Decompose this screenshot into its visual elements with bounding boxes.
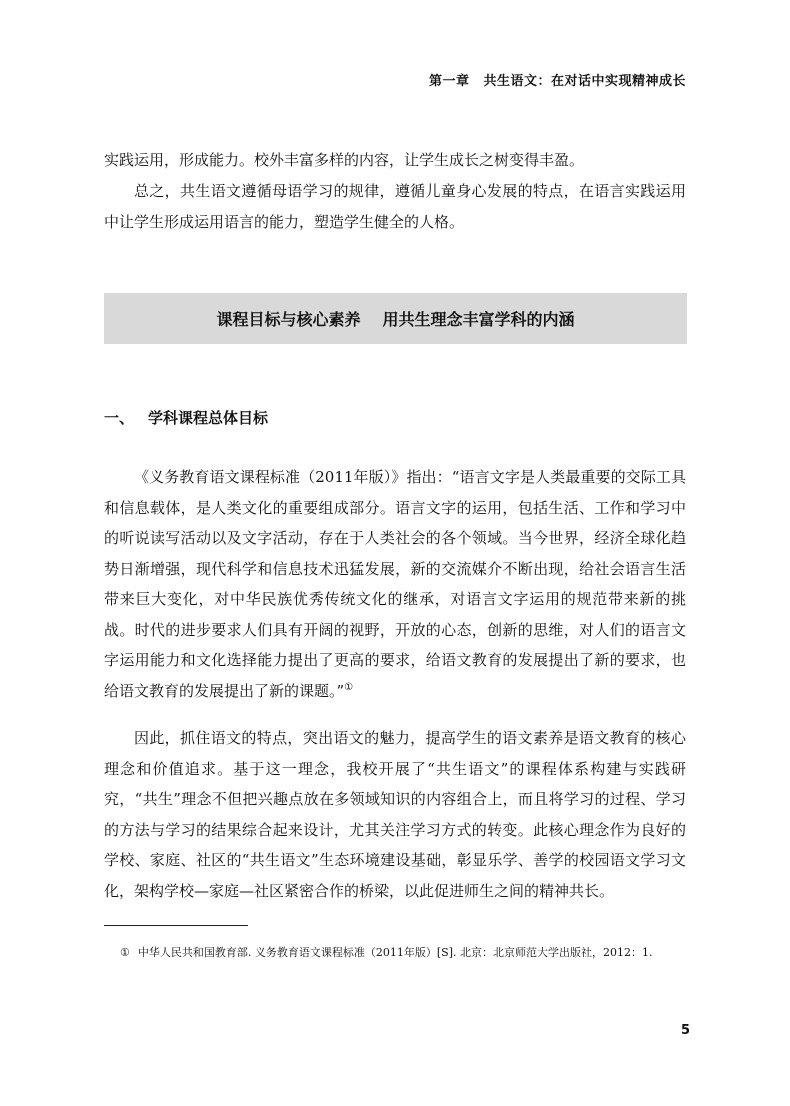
body-paragraph-quote — [104, 462, 686, 706]
body-paragraph: 因此，抓住语文的特点，突出语文的魅力，提高学生的语文素养是语文教育的核心理念和价值追求。基于这一理念，我校开展了“共生语文”的课程体系构建与实践研究，“共生”理念不但把兴趣点放在多领域知识的内容组合上，而且将学习的过程、学习的方法与学习的结果综合起来设计，尤其关注学习方式的转变。此核心理念作为良好的学校、家庭、社区的“共生语文”生态环境建设基础，彰显乐学、善学的校园语文学习文化，架构学校—家庭—社区紧密合作的桥梁，以此促进师生之间的精神共长。 — [104, 729, 686, 900]
footnote-reference[interactable]: ① — [344, 681, 354, 693]
section-title-banner — [104, 293, 687, 344]
footnote-divider — [104, 925, 248, 926]
chapter-label: 第一章 — [428, 74, 470, 89]
chapter-title: 共生语文：在对话中实现精神成长 — [483, 74, 686, 89]
running-header — [429, 70, 686, 89]
footnote — [120, 945, 690, 961]
subsection-heading — [104, 407, 268, 428]
subsection-number: 一、 — [104, 409, 135, 427]
body-paragraph: 实践运用，形成能力。校外丰富多样的内容，让学生成长之树变得丰盈。 — [104, 151, 585, 169]
subsection-title: 学科课程总体目标 — [148, 409, 269, 427]
quote-text: 《义务教育语文课程标准（2011年版）》指出：“语言文字是人类最重要的交际工具和信息载体，是人类文化的重要组成部分。语言文字的运用，包括生活、工作和学习中的听说读写活动以及文字活动，存在于人类社会的各个领域。当今世界，经济全球化趋势日渐增强，现代科学和信息技术迅猛发展，新的交流媒介不断出现，给社会语言生活带来巨大变化，对中华民族优秀传统文化的继承，对语言文字运用的规范带来新的挑战。时代的进步要求人们具有开阔的视野，开放的心态，创新的思维，对人们的语言文字运用能力和文化选择能力提出了更高的要求，给语文教育的发展提出了新的要求，也给语文教育的发展提出了新的课题。” — [104, 468, 686, 700]
body-paragraph: 总之，共生语文遵循母语学习的规律，遵循儿童身心发展的特点，在语言实践运用中让学生形成运用语言的能力，塑造学生健全的人格。 — [104, 182, 686, 231]
footnote-text: 中华人民共和国教育部. 义务教育语文课程标准（2011年版）[S]. 北京：北京师范大学出版社，2012：1. — [137, 946, 653, 959]
page-number: 5 — [681, 1023, 691, 1038]
section-title-right: 用共生理念丰富学科的内涵 — [382, 310, 575, 329]
footnote-number: ① — [120, 946, 130, 959]
section-title-left: 课程目标与核心素养 — [216, 310, 361, 329]
